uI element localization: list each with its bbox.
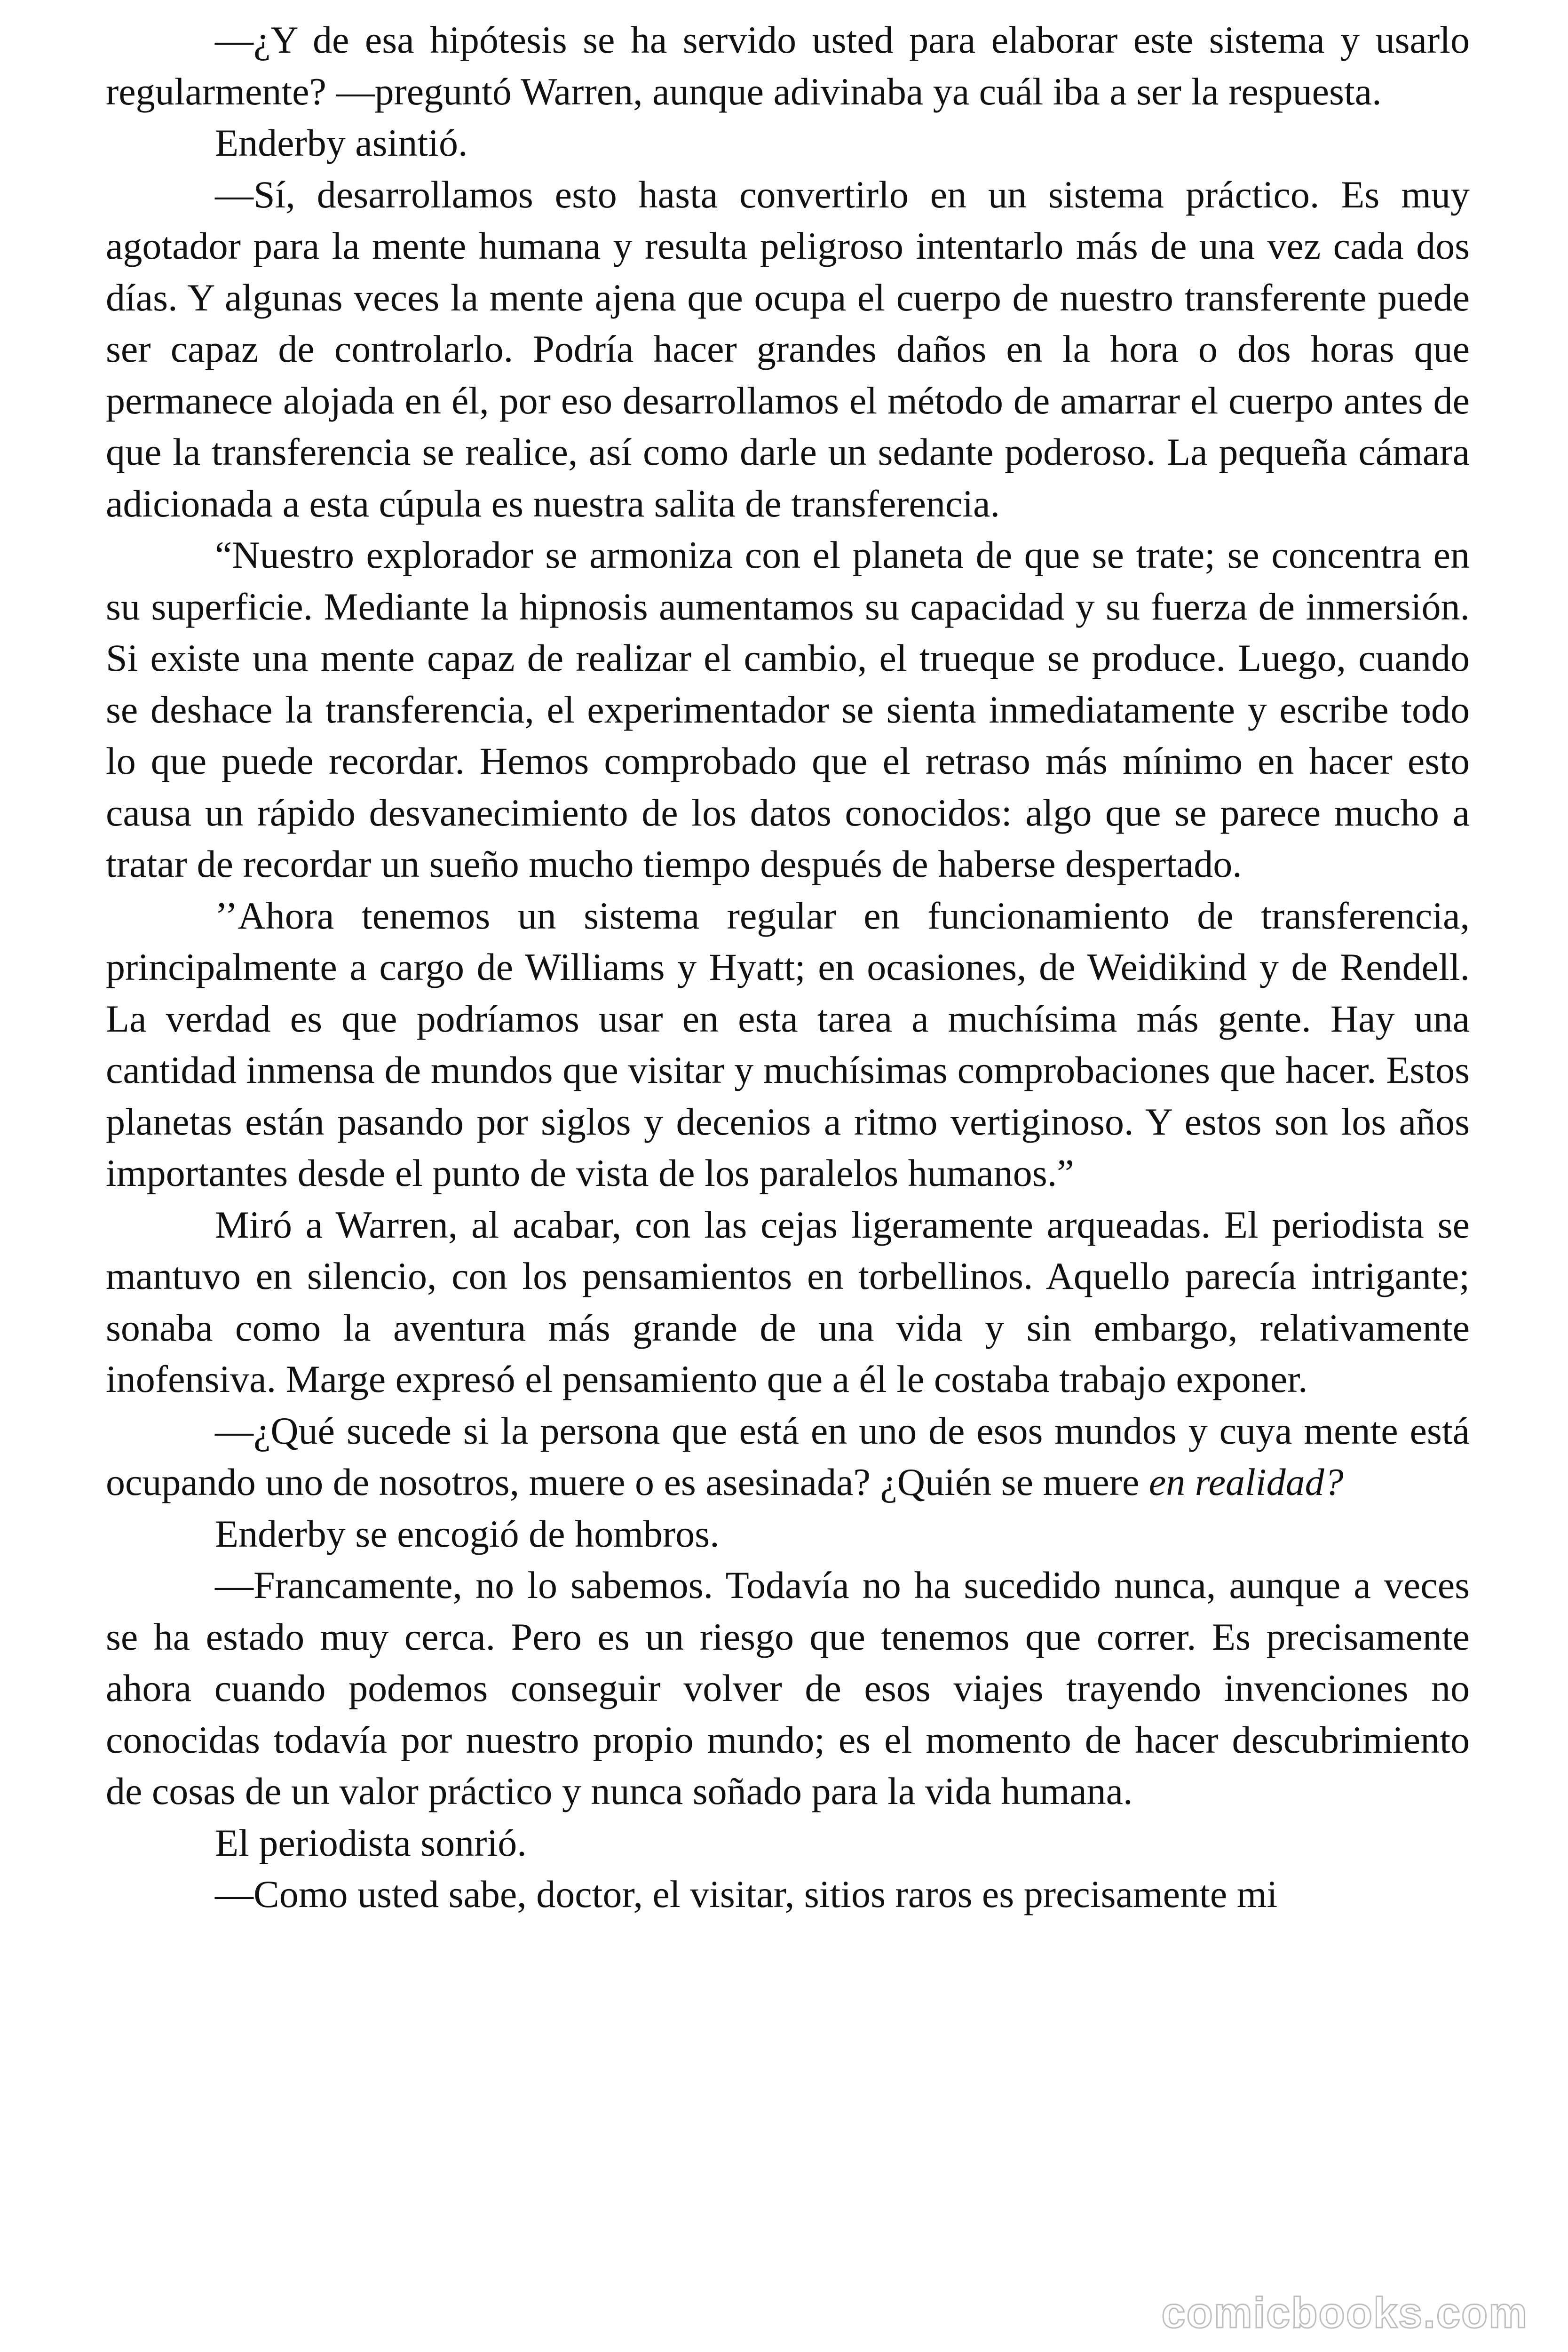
paragraph-2: Enderby asintió. [215, 121, 468, 164]
paragraph-11: —Como usted sabe, doctor, el visitar, sitios raros es precisamente mi [215, 1873, 1278, 1915]
paragraph-5: ’’Ahora tenemos un sistema regular en funcionamiento de transferencia, principalmente a cargo de Williams y Hyatt; en ocasiones, de Weidikind y de Rendell. La verdad es que podríamos usar en esta tarea a muchísima más gente. Hay una cantidad inmensa de mundos que visitar y muchísimas comprobaciones que hacer. Estos planetas están pasando por siglos y decenios a ritmo vertiginoso. Y estos son los años importantes desde el punto de vista de los paralelos humanos.” [106, 894, 1470, 1194]
paragraph-8: Enderby se encogió de hombros. [215, 1512, 720, 1555]
paragraph-7 [106, 1405, 1470, 1508]
body-text [106, 14, 1470, 1920]
watermark: comicbooks.com [1161, 2289, 1528, 2337]
paragraph-10: El periodista sonrió. [215, 1821, 527, 1864]
paragraph-7-text: —¿Qué sucede si la persona que está en uno de esos mundos y cuya mente está ocupando uno de nosotros, muere o es asesinada? ¿Quién se muere [106, 1409, 1470, 1503]
paragraph-3: —Sí, desarrollamos esto hasta convertirlo en un sistema práctico. Es muy agotador para la mente humana y resulta peligroso intentarlo más de una vez cada dos días. Y algunas veces la mente ajena que ocupa el cuerpo de nuestro transferente puede ser capaz de controlarlo. Podría hacer grandes daños en la hora o dos horas que permanece alojada en él, por eso desarrollamos el método de amarrar el cuerpo antes de que la transferencia se realice, así como darle un sedante poderoso. La pequeña cámara adicionada a esta cúpula es nuestra salita de transferencia. [106, 173, 1470, 525]
paragraph-7-italic: en realidad? [1148, 1461, 1344, 1503]
paragraph-6: Miró a Warren, al acabar, con las cejas ligeramente arqueadas. El periodista se mantuvo en silencio, con los pensamientos en torbellinos. Aquello parecía intrigante; sonaba como la aventura más grande de una vida y sin embargo, relativamente inofensiva. Marge expresó el pensamiento que a él le costaba trabajo exponer. [106, 1203, 1470, 1400]
paragraph-9: —Francamente, no lo sabemos. Todavía no ha sucedido nunca, aunque a veces se ha estado muy cerca. Pero es un riesgo que tenemos que correr. Es precisamente ahora cuando podemos conseguir volver de esos viajes trayendo invenciones no conocidas todavía por nuestro propio mundo; es el momento de hacer descubrimiento de cosas de un valor práctico y nunca soñado para la vida humana. [106, 1564, 1470, 1812]
paragraph-1: —¿Y de esa hipótesis se ha servido usted para elaborar este sistema y usarlo regularmente? —preguntó Warren, aunque adivinaba ya cuál iba a ser la respuesta. [106, 18, 1470, 113]
paragraph-4: “Nuestro explorador se armoniza con el planeta de que se trate; se concentra en su superficie. Mediante la hipnosis aumentamos su capacidad y su fuerza de inmersión. Si existe una mente capaz de realizar el cambio, el trueque se produce. Luego, cuando se deshace la transferencia, el experimentador se sienta inmediatamente y escribe todo lo que puede recordar. Hemos comprobado que el retraso más mínimo en hacer esto causa un rápido desvanecimiento de los datos conocidos: algo que se parece mucho a tratar de recordar un sueño mucho tiempo después de haberse despertado. [106, 533, 1470, 885]
